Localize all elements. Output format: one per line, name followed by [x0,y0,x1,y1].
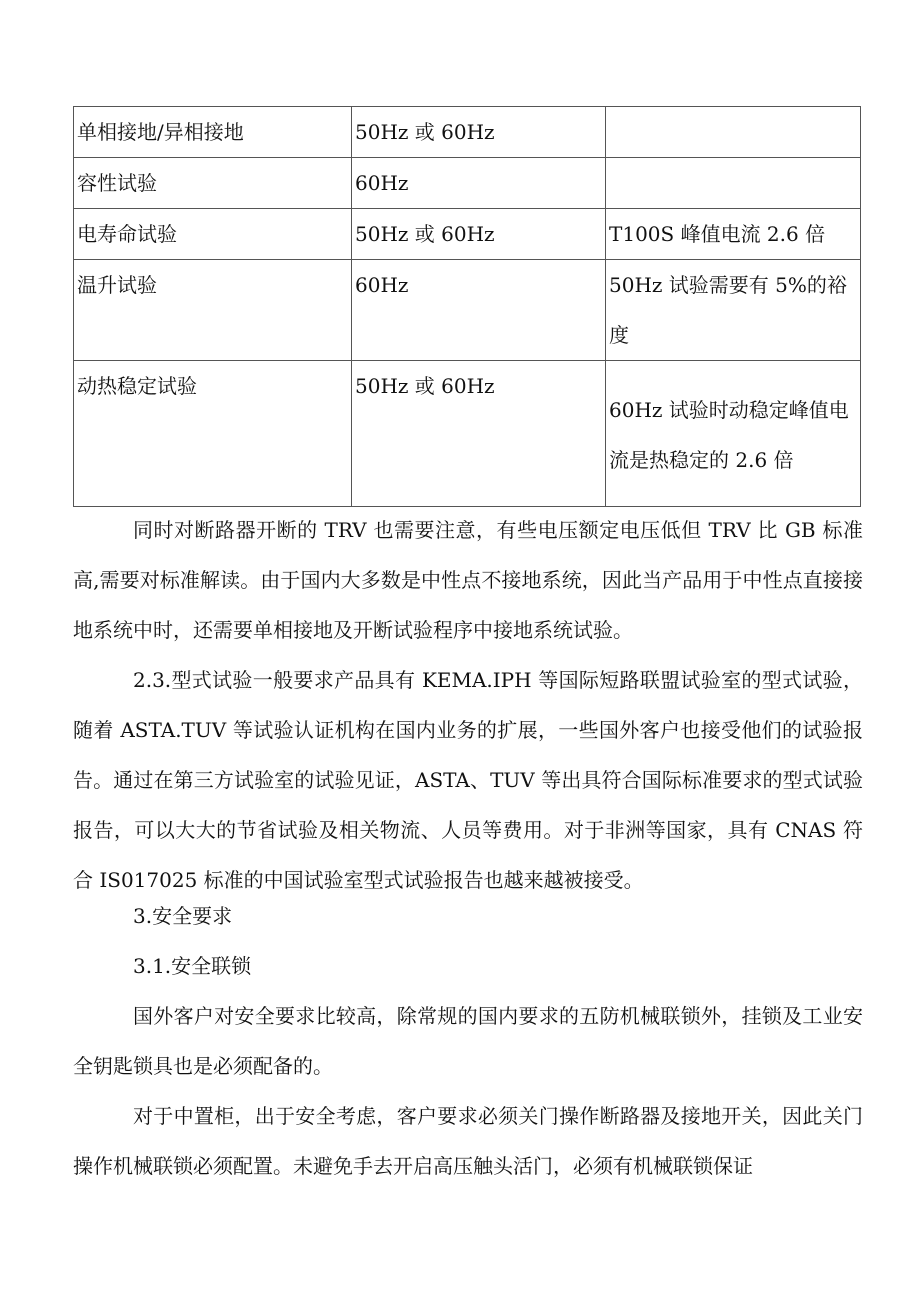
subsection-heading-interlock: 3.1.安全联锁 [133,954,252,978]
table-cell: 电寿命试验 [74,209,352,260]
paragraph-interlock: 国外客户对安全要求比较高，除常规的国内要求的五防机械联锁外，挂锁及工业安全钥匙锁具也是必须配备的。 [73,1004,863,1078]
table-cell: 50Hz 或 60Hz [352,209,606,260]
paragraph-trv: 同时对断路器开断的 TRV 也需要注意，有些电压额定电压低但 TRV 比 GB 标准高,需要对标准解读。由于国内大多数是中性点不接地系统，因此当产品用于中性点直接接地系统中时，还需要单相接地及开断试验程序中接地系统试验。 [73,518,863,642]
table-cell: 50Hz 试验需要有 5%的裕度 [606,260,861,361]
test-frequency-table [73,106,861,507]
table-cell: 单相接地/异相接地 [74,107,352,158]
table-cell: T100S 峰值电流 2.6 倍 [606,209,861,260]
table-cell: 温升试验 [74,260,352,361]
table-cell [606,158,861,209]
paragraph-switchgear: 对于中置柜，出于安全考虑，客户要求必须关门操作断路器及接地开关，因此关门操作机械联锁必须配置。未避免手去开启高压触头活门，必须有机械联锁保证 [73,1104,863,1178]
table-row [74,209,861,260]
table-cell: 动热稳定试验 [74,361,352,507]
table-row [74,361,861,507]
table-row [74,260,861,361]
paragraph-type-test: 2.3.型式试验一般要求产品具有 KEMA.IPH 等国际短路联盟试验室的型式试验，随着 ASTA.TUV 等试验认证机构在国内业务的扩展，一些国外客户也接受他们的试验报告。通过在第三方试验室的试验见证，ASTA、TUV 等出具符合国际标准要求的型式试验报告，可以大大的节省试验及相关物流、人员等费用。对于非洲等国家，具有 CNAS 符合 IS017025 标准的中国试验室型式试验报告也越来越被接受。 [73,668,863,892]
table-row [74,158,861,209]
table-cell: 50Hz 或 60Hz [352,361,606,507]
table-cell: 60Hz [352,158,606,209]
table-cell: 容性试验 [74,158,352,209]
table-cell: 60Hz [352,260,606,361]
table-cell: 60Hz 试验时动稳定峰值电流是热稳定的 2.6 倍 [606,361,861,507]
section-heading-safety: 3.安全要求 [133,904,233,928]
table-cell: 50Hz 或 60Hz [352,107,606,158]
table-row [74,107,861,158]
table-cell [606,107,861,158]
